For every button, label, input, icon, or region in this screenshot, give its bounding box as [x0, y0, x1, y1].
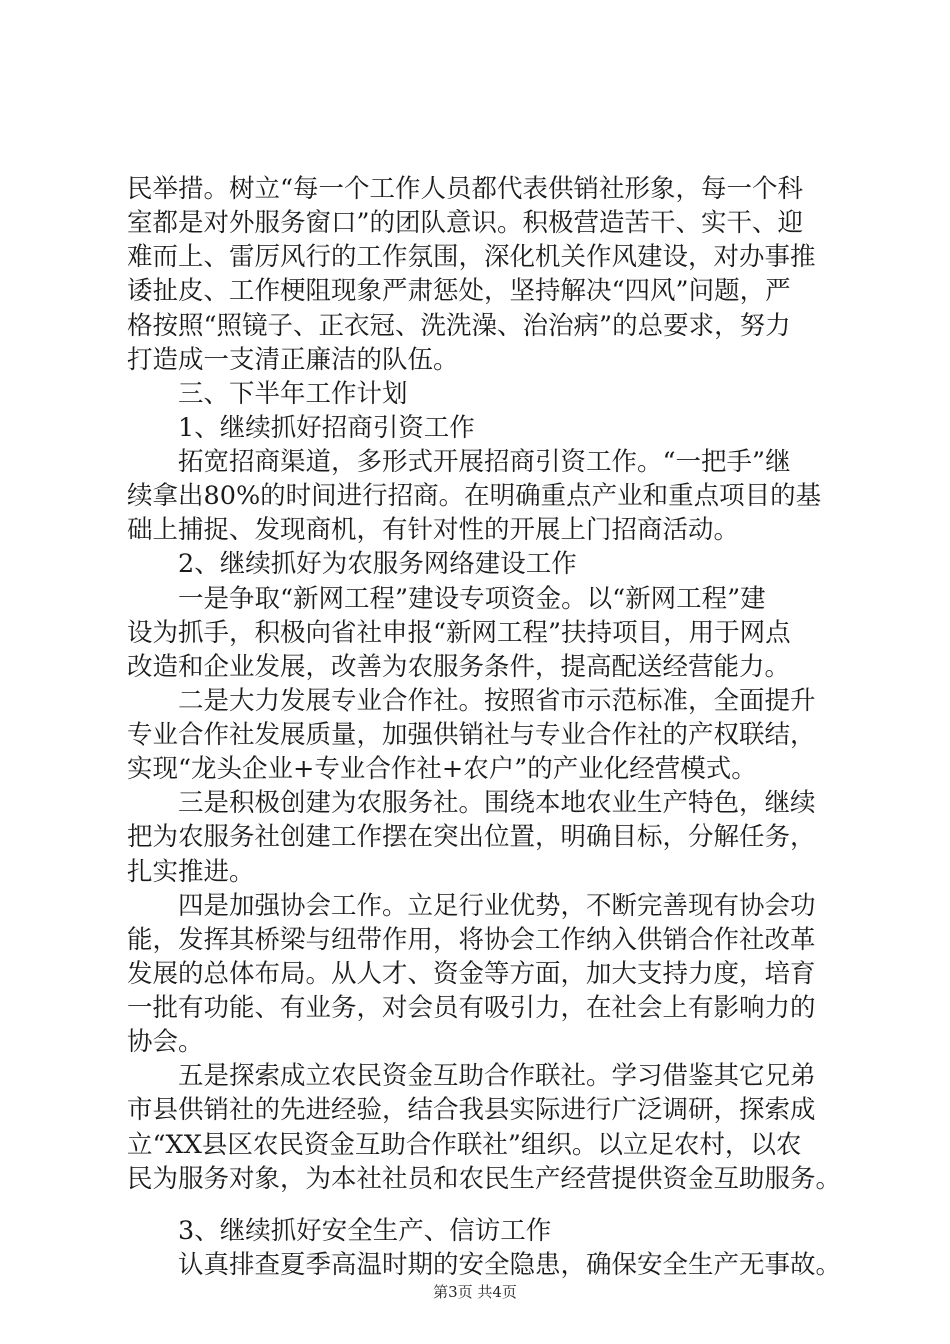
- paragraph-line: 拓宽招商渠道，多形式开展招商引资工作。“一把手”继: [178, 447, 791, 477]
- paragraph-line: 发展的总体布局。从人才、资金等方面，加大支持力度，培育: [127, 959, 816, 989]
- paragraph-line: 一是争取“新网工程”建设专项资金。以“新网工程”建: [178, 584, 766, 614]
- paragraph-line: 三是积极创建为农服务社。围绕本地农业生产特色，继续: [178, 788, 816, 818]
- paragraph-line: 市县供销社的先进经验，结合我县实际进行广泛调研，探索成: [127, 1095, 816, 1125]
- paragraph-line: 实现“龙头企业+专业合作社+农户”的产业化经营模式。: [127, 754, 757, 784]
- paragraph-line: 续拿出80%的时间进行招商。在明确重点产业和重点项目的基: [127, 481, 822, 511]
- paragraph-line: 难而上、雷厉风行的工作氛围，深化机关作风建设，对办事推: [127, 242, 816, 272]
- paragraph-line: 立“XX县区农民资金互助合作联社”组织。以立足农村，以农: [127, 1130, 802, 1160]
- paragraph-line: 四是加强协会工作。立足行业优势，不断完善现有协会功: [178, 891, 816, 921]
- paragraph-line: 格按照“照镜子、正衣冠、洗洗澡、治治病”的总要求，努力: [127, 311, 791, 341]
- subsection-heading: 3、继续抓好安全生产、信访工作: [178, 1216, 552, 1246]
- paragraph-line: 础上捕捉、发现商机，有针对性的开展上门招商活动。: [127, 515, 740, 545]
- paragraph-line: 设为抓手，积极向省社申报“新网工程”扶持项目，用于网点: [127, 618, 791, 648]
- paragraph-line: 协会。: [127, 1027, 204, 1057]
- section-heading: 三、下半年工作计划: [178, 379, 408, 409]
- paragraph-line: 民为服务对象，为本社社员和农民生产经营提供资金互助服务。: [127, 1164, 842, 1194]
- paragraph-line: 专业合作社发展质量，加强供销社与专业合作社的产权联结，: [127, 720, 816, 750]
- paragraph-line: 认真排查夏季高温时期的安全隐患，确保安全生产无事故。: [178, 1250, 842, 1280]
- paragraph-line: 五是探索成立农民资金互助合作联社。学习借鉴其它兄弟: [178, 1061, 816, 1091]
- paragraph-line: 二是大力发展专业合作社。按照省市示范标准，全面提升: [178, 686, 816, 716]
- paragraph-line: 诿扯皮、工作梗阻现象严肃惩处，坚持解决“四风”问题，严: [127, 276, 791, 306]
- paragraph-line: 室都是对外服务窗口”的团队意识。积极营造苦干、实干、迎: [127, 208, 804, 238]
- paragraph-line: 改造和企业发展，改善为农服务条件，提高配送经营能力。: [127, 652, 791, 682]
- paragraph-line: 扎实推进。: [127, 857, 255, 887]
- paragraph-line: 打造成一支清正廉洁的队伍。: [127, 345, 459, 375]
- subsection-heading: 1、继续抓好招商引资工作: [178, 413, 475, 443]
- paragraph-line: 把为农服务社创建工作摆在突出位置，明确目标，分解任务，: [127, 822, 816, 852]
- paragraph-line: 民举措。树立“每一个工作人员都代表供销社形象，每一个科: [127, 174, 804, 204]
- subsection-heading: 2、继续抓好为农服务网络建设工作: [178, 549, 577, 579]
- paragraph-line: 一批有功能、有业务，对会员有吸引力，在社会上有影响力的: [127, 993, 816, 1023]
- page-footer: 第3页 共4页: [433, 1283, 517, 1301]
- paragraph-line: 能，发挥其桥梁与纽带作用，将协会工作纳入供销合作社改革: [127, 925, 816, 955]
